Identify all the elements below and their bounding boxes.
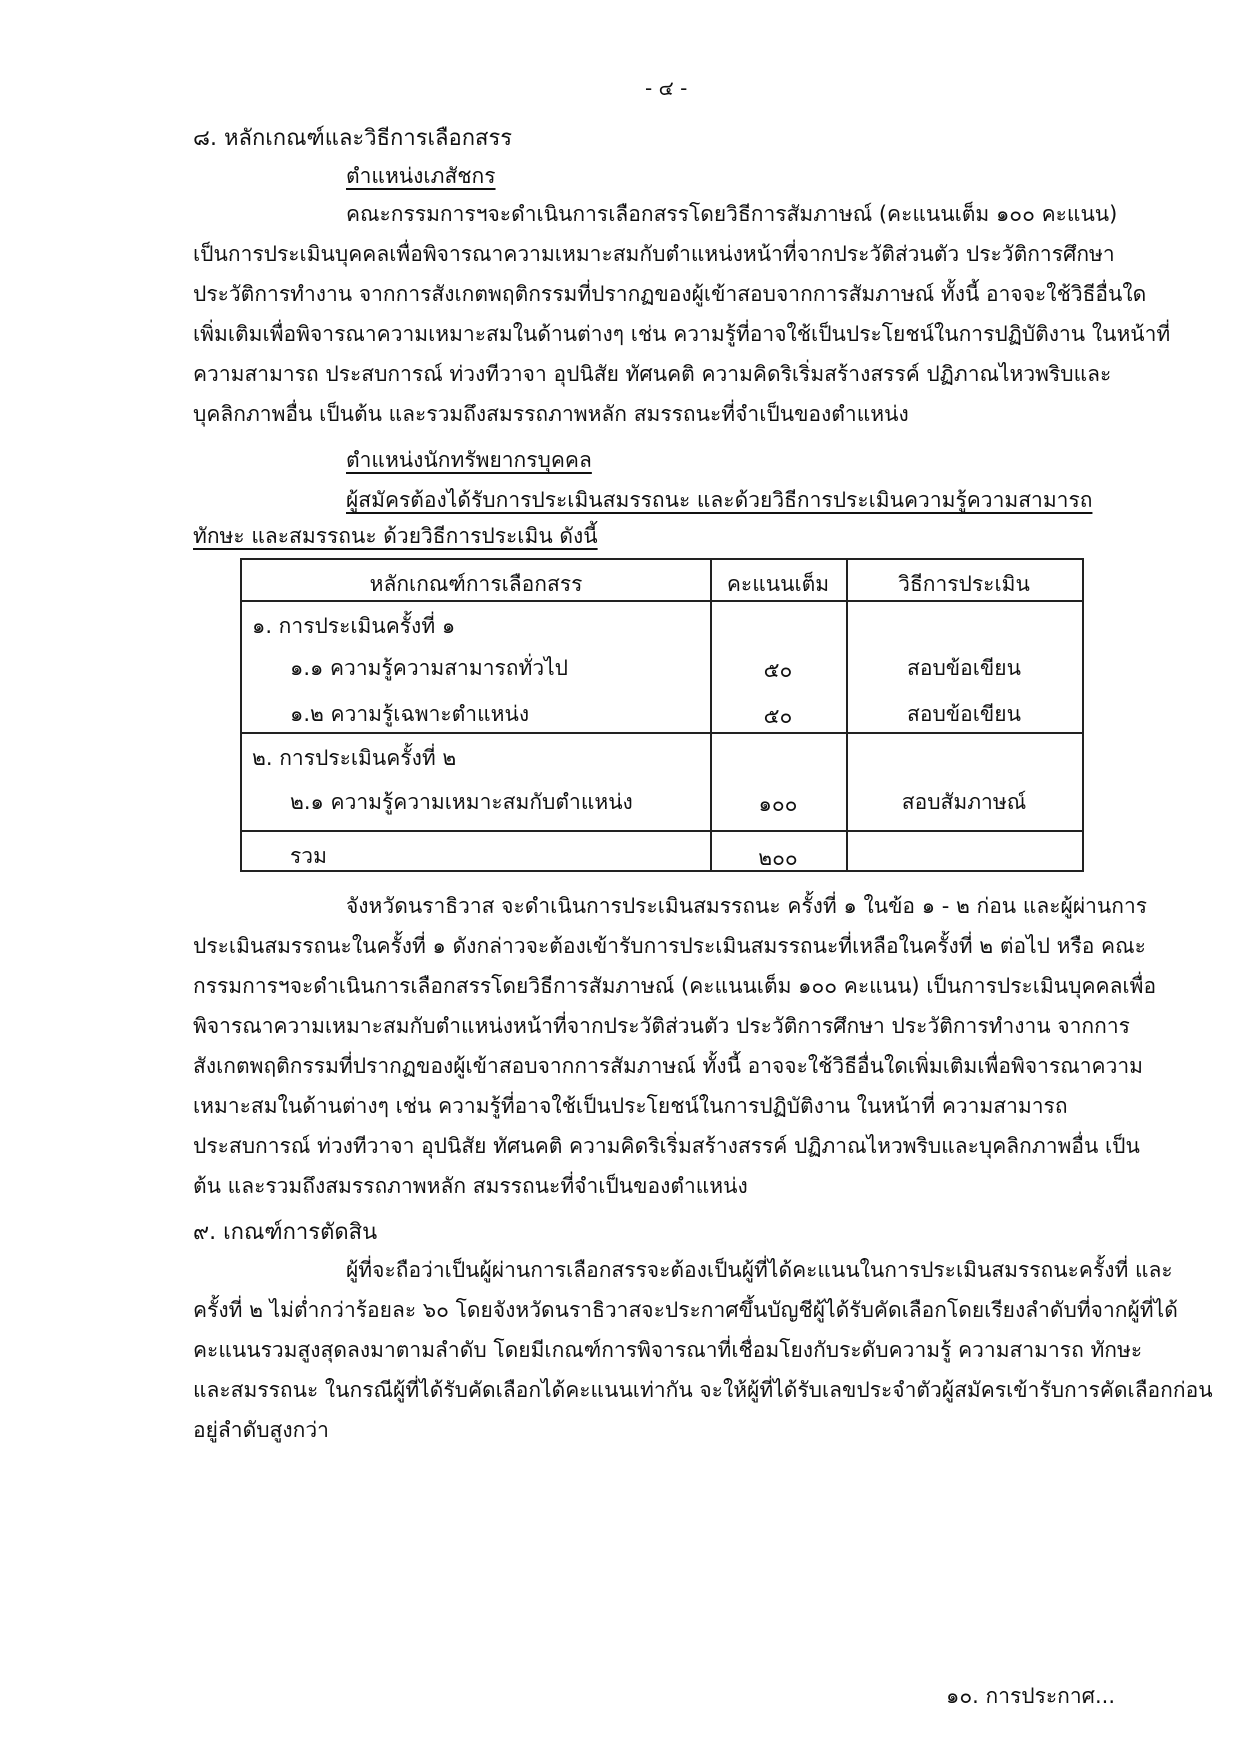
table-row-label: ๑.๑ ความรู้ความสามารถทั่วไป: [290, 656, 569, 680]
pharmacist-paragraph-line: เป็นการประเมินบุคคลเพื่อพิจารณาความเหมาะสมกับตำแหน่งหน้าที่จากประวัติส่วนตัว ประวัติการศึกษา: [193, 242, 1115, 266]
assessment-paragraph-line: สังเกตพฤติกรรมที่ปรากฏของผู้เข้าสอบจากการสัมภาษณ์ ทั้งนี้ อาจจะใช้วิธีอื่นใดเพิ่มเติมเพื่อพิจารณาความ: [193, 1054, 1143, 1078]
decision-paragraph-line: และสมรรถนะ ในกรณีผู้ที่ได้รับคัดเลือกได้คะแนนเท่ากัน จะให้ผู้ที่ได้รับเลขประจำตัวผู้สมัครเข้ารับการคัดเลือกก่อน: [193, 1378, 1213, 1402]
decision-paragraph-line: ครั้งที่ ๒ ไม่ต่ำกว่าร้อยละ ๖๐ โดยจังหวัดนราธิวาสจะประกาศขึ้นบัญชีผู้ได้รับคัดเลือกโดยเรียงลำดับที่จากผู้ที่ได้: [193, 1298, 1178, 1322]
decision-paragraph-line: อยู่ลำดับสูงกว่า: [193, 1418, 329, 1442]
page-number: - ๔ -: [645, 76, 688, 100]
table-row-label: ๒.๑ ความรู้ความเหมาะสมกับตำแหน่ง: [290, 790, 633, 814]
table-row-divider: [242, 830, 1082, 832]
table-total-score: ๒๐๐: [758, 846, 798, 870]
table-total-label: รวม: [290, 844, 327, 868]
table-row-score: ๕๐: [763, 704, 793, 728]
table-row-method: สอบข้อเขียน: [907, 702, 1021, 726]
pharmacist-paragraph-line: ประวัติการทำงาน จากการสังเกตพฤติกรรมที่ปรากฏของผู้เข้าสอบจากการสัมภาษณ์ ทั้งนี้ อาจจะใช้วิธีอื่นใด: [193, 282, 1147, 306]
round-1-label: ๑. การประเมินครั้งที่ ๑: [252, 614, 456, 638]
pharmacist-paragraph-line: คณะกรรมการฯจะดำเนินการเลือกสรรโดยวิธีการสัมภาษณ์ (คะแนนเต็ม ๑๐๐ คะแนน): [346, 202, 1118, 226]
round-2-label: ๒. การประเมินครั้งที่ ๒: [252, 746, 457, 770]
hr-title: ตำแหน่งนักทรัพยากรบุคคล: [346, 448, 592, 472]
table-row-label: ๑.๒ ความรู้เฉพาะตำแหน่ง: [290, 702, 530, 726]
table-header-score: คะแนนเต็ม: [726, 572, 830, 596]
section-8-heading: ๘. หลักเกณฑ์และวิธีการเลือกสรร: [193, 126, 513, 151]
hr-intro-line: ทักษะ และสมรรถนะ ด้วยวิธีการประเมิน ดังนี้: [193, 524, 598, 548]
assessment-paragraph-line: เหมาะสมในด้านต่างๆ เช่น ความรู้ที่อาจใช้เป็นประโยชน์ในการปฏิบัติงาน ในหน้าที่ ความสามารถ: [193, 1094, 1068, 1118]
pharmacist-paragraph-line: บุคลิกภาพอื่น เป็นต้น และรวมถึงสมรรถภาพหลัก สมรรถนะที่จำเป็นของตำแหน่ง: [193, 402, 909, 426]
table-row-method: สอบข้อเขียน: [907, 656, 1021, 680]
assessment-paragraph-line: ต้น และรวมถึงสมรรถภาพหลัก สมรรถนะที่จำเป็นของตำแหน่ง: [193, 1174, 748, 1198]
assessment-paragraph-line: ประสบการณ์ ท่วงทีวาจา อุปนิสัย ทัศนคติ ความคิดริเริ่มสร้างสรรค์ ปฏิภาณไหวพริบและบุคลิกภาพอื่น เป็น: [193, 1134, 1140, 1158]
assessment-paragraph-line: จังหวัดนราธิวาส จะดำเนินการประเมินสมรรถนะ ครั้งที่ ๑ ในข้อ ๑ - ๒ ก่อน และผู้ผ่านการ: [346, 894, 1148, 918]
table-header-criteria: หลักเกณฑ์การเลือกสรร: [369, 572, 583, 596]
assessment-paragraph-line: ประเมินสมรรถนะในครั้งที่ ๑ ดังกล่าวจะต้องเข้ารับการประเมินสมรรถนะที่เหลือในครั้งที่ ๒ ต่อไป หรือ คณะ: [193, 934, 1146, 958]
decision-paragraph-line: ผู้ที่จะถือว่าเป็นผู้ผ่านการเลือกสรรจะต้องเป็นผู้ที่ได้คะแนนในการประเมินสมรรถนะครั้งที่ และ: [346, 1258, 1173, 1282]
assessment-paragraph-line: พิจารณาความเหมาะสมกับตำแหน่งหน้าที่จากประวัติส่วนตัว ประวัติการศึกษา ประวัติการทำงาน จากการ: [193, 1014, 1130, 1038]
table-row-method: สอบสัมภาษณ์: [901, 790, 1027, 814]
table-row-divider: [242, 732, 1082, 734]
assessment-table: [240, 558, 1084, 872]
decision-paragraph-line: คะแนนรวมสูงสุดลงมาตามลำดับ โดยมีเกณฑ์การพิจารณาที่เชื่อมโยงกับระดับความรู้ ความสามารถ ทักษะ: [193, 1338, 1143, 1362]
pharmacist-paragraph-line: เพิ่มเติมเพื่อพิจารณาความเหมาะสมในด้านต่างๆ เช่น ความรู้ที่อาจใช้เป็นประโยชน์ในการปฏิบัติงาน ในหน้าที่: [193, 322, 1171, 346]
pharmacist-title: ตำแหน่งเภสัชกร: [346, 164, 496, 188]
next-section-continuation: ๑๐. การประกาศ...: [946, 1684, 1116, 1708]
hr-intro-line: ผู้สมัครต้องได้รับการประเมินสมรรถนะ และด้วยวิธีการประเมินความรู้ความสามารถ: [346, 488, 1093, 512]
table-header-method: วิธีการประเมิน: [898, 572, 1030, 596]
assessment-paragraph-line: กรรมการฯจะดำเนินการเลือกสรรโดยวิธีการสัมภาษณ์ (คะแนนเต็ม ๑๐๐ คะแนน) เป็นการประเมินบุคคลเพื่อ: [193, 974, 1157, 998]
pharmacist-paragraph-line: ความสามารถ ประสบการณ์ ท่วงทีวาจา อุปนิสัย ทัศนคติ ความคิดริเริ่มสร้างสรรค์ ปฏิภาณไหวพริบและ: [193, 362, 1112, 386]
table-row-score: ๕๐: [763, 658, 793, 682]
section-9-heading: ๙. เกณฑ์การตัดสิน: [193, 1220, 378, 1245]
table-row-score: ๑๐๐: [758, 792, 798, 816]
